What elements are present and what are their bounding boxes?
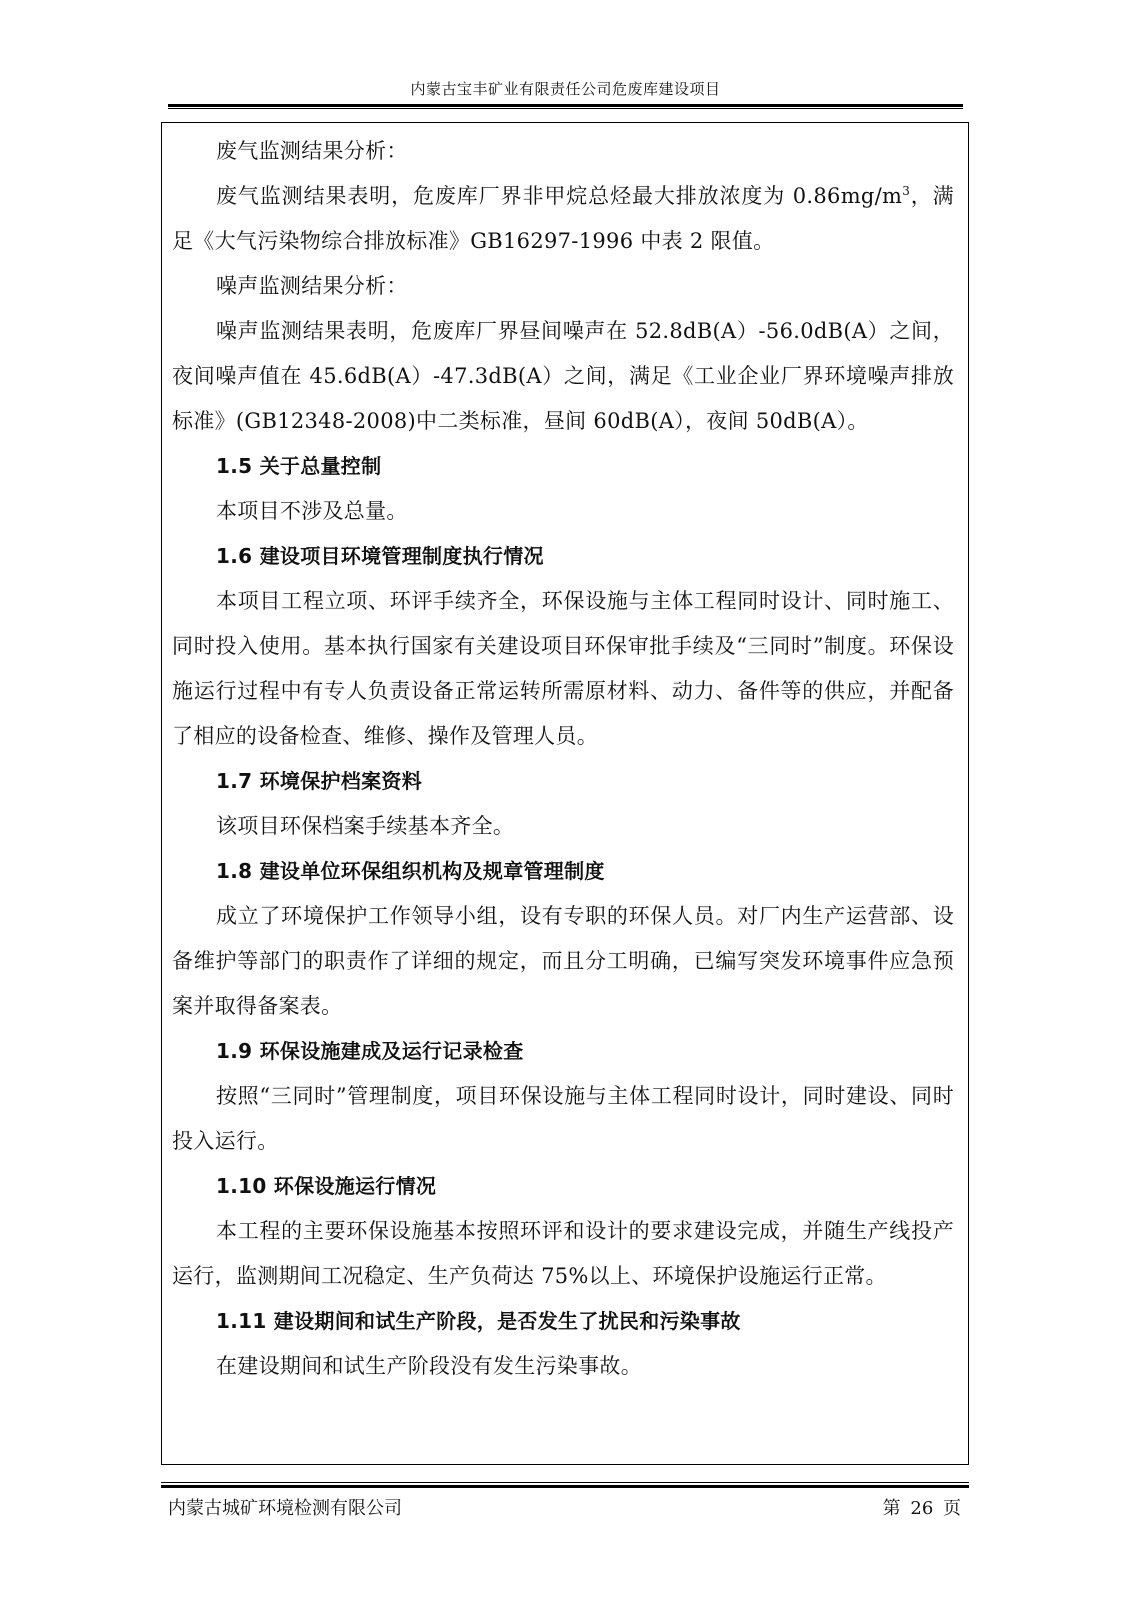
section-1-9-heading: 1.9 环保设施建成及运行记录检查 (216, 1039, 524, 1063)
content-body (172, 129, 954, 1389)
noise-analysis-heading: 噪声监测结果分析： (216, 274, 408, 298)
section-1-10-text: 本工程的主要环保设施基本按照环评和设计的要求建设完成，并随生产线投产运行，监测期间工况稳定、生产负荷达 75%以上、环境保护设施运行正常。 (172, 1219, 954, 1288)
section-1-11-heading: 1.11 建设期间和试生产阶段，是否发生了扰民和污染事故 (216, 1309, 741, 1333)
header-rule (168, 104, 963, 107)
section-1-10-heading: 1.10 环保设施运行情况 (216, 1174, 437, 1198)
footer-rule (161, 1485, 969, 1488)
content-frame (161, 122, 969, 1465)
footer-company-name: 内蒙古城矿环境检测有限公司 (168, 1498, 402, 1519)
exhaust-text-superscript: 3 (902, 184, 911, 198)
section-1-7-heading: 1.7 环境保护档案资料 (216, 769, 422, 793)
section-1-6-text: 本项目工程立项、环评手续齐全，环保设施与主体工程同时设计、同时施工、同时投入使用。基本执行国家有关建设项目环保审批手续及“三同时”制度。环保设施运行过程中有专人负责设备正常运转所需原材料、动力、备件等的供应，并配备了相应的设备检查、维修、操作及管理人员。 (172, 589, 954, 748)
section-1-7-text: 该项目环保档案手续基本齐全。 (216, 814, 515, 838)
section-1-6-heading: 1.6 建设项目环境管理制度执行情况 (216, 544, 544, 568)
exhaust-text-part-a: 废气监测结果表明，危废库厂界非甲烷总烃最大排放浓度为 0.86mg/m (216, 184, 903, 208)
header-rule-thin (168, 108, 963, 109)
noise-analysis-text: 噪声监测结果表明，危废库厂界昼间噪声在 52.8dB(A）-56.0dB(A）之间，夜间噪声值在 45.6dB(A）-47.3dB(A）之间，满足《工业企业厂界环境噪声排放标准》(GB12348-2008)中二类标准，昼间 60dB(A），夜间 50dB(A）。 (172, 319, 954, 433)
footer-rule-thin (161, 1482, 969, 1483)
section-1-8-text: 成立了环境保护工作领导小组，设有专职的环保人员。对厂内生产运营部、设备维护等部门的职责作了详细的规定，而且分工明确，已编写突发环境事件应急预案并取得备案表。 (172, 904, 954, 1018)
exhaust-analysis-text (172, 174, 954, 264)
section-1-9-text: 按照“三同时”管理制度，项目环保设施与主体工程同时设计，同时建设、同时投入运行。 (172, 1084, 954, 1153)
exhaust-analysis-heading: 废气监测结果分析： (216, 139, 408, 163)
footer-page-number: 第 26 页 (882, 1498, 961, 1519)
exhaust-text-part-b: ，满足《大气污染物综合排放标准》GB16297-1996 中表 2 限值。 (172, 184, 954, 253)
page-header-title: 内蒙古宝丰矿业有限责任公司危废库建设项目 (410, 80, 721, 98)
section-1-8-heading: 1.8 建设单位环保组织机构及规章管理制度 (216, 859, 605, 883)
section-1-5-text: 本项目不涉及总量。 (216, 499, 408, 523)
section-1-5-heading: 1.5 关于总量控制 (216, 454, 382, 478)
section-1-11-text: 在建设期间和试生产阶段没有发生污染事故。 (216, 1354, 642, 1378)
